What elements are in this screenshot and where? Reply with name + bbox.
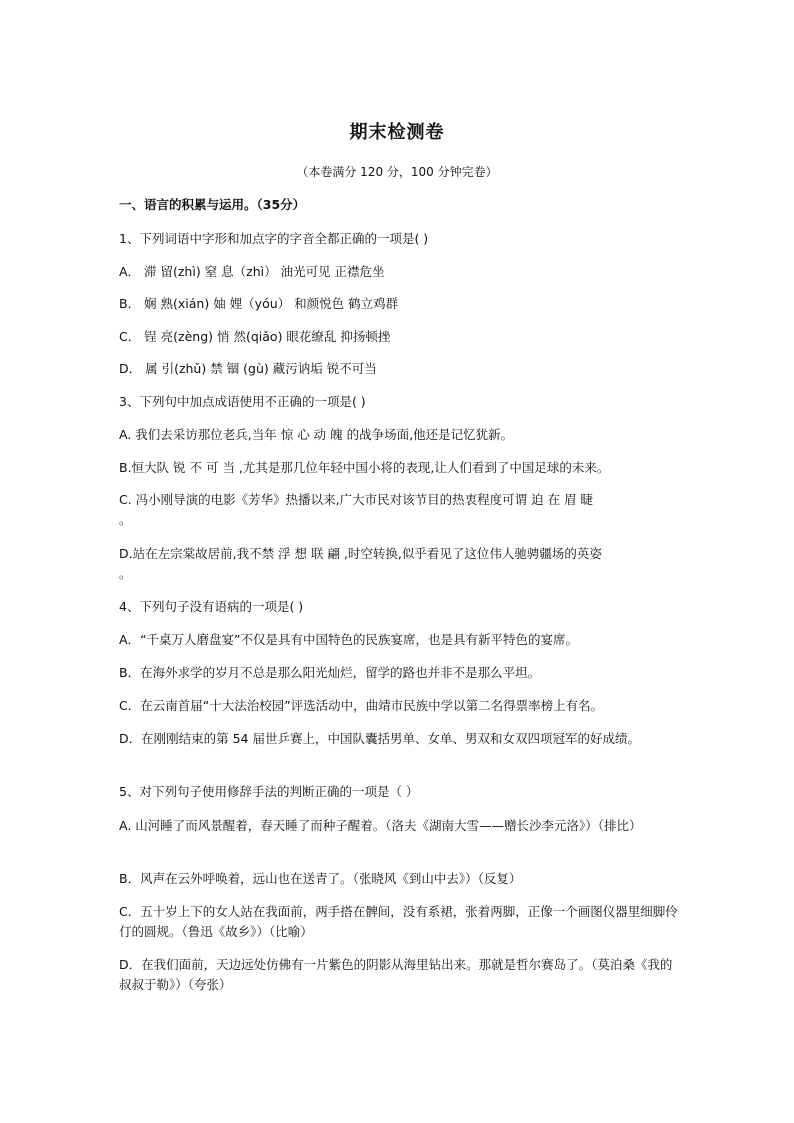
option-4d: D．在刚刚结束的第 54 届世乒赛上，中国队囊括男单、女单、男双和女双四项冠军的好成绩。	[119, 731, 640, 746]
option-1c: C． 锃 亮(zèng) 悄 然(qiǎo) 眼花缭乱 抑扬顿挫	[119, 329, 391, 344]
page-title: 期末检测卷	[349, 122, 445, 143]
option-3d-end: 。	[119, 566, 132, 581]
option-3d: D.站在左宗棠故居前,我不禁 浮 想 联 翩 ,时空转换,似乎看见了这位伟人驰骋疆场的英姿	[119, 546, 602, 561]
option-5c: C．五十岁上下的女人站在我面前，两手搭在髀间，没有系裙，张着两脚，正像一个画图仪器里细脚伶仃的圆规。（鲁迅《故乡》）（比喻）	[119, 904, 678, 939]
question-3: 3、下列句中加点成语使用不正确的一项是( )	[119, 394, 366, 409]
section-heading: 一、语言的积累与运用。（35分）	[119, 197, 306, 212]
option-3a: A. 我们去采访那位老兵,当年 惊 心 动 魄 的战争场面,他还是记忆犹新。	[119, 427, 514, 442]
option-3c: C. 冯小刚导演的电影《芳华》热播以来,广大市民对该节目的热衷程度可谓 迫 在 眉 睫	[119, 492, 594, 507]
question-4: 4、下列句子没有语病的一项是( )	[119, 599, 304, 614]
option-4c: C．在云南首届“十大法治校园”评选活动中，曲靖市民族中学以第二名得票率榜上有名。	[119, 698, 604, 713]
option-1a: A． 滞 留(zhì) 窒 息（zhì） 油光可见 正襟危坐	[119, 264, 385, 279]
option-5a: A. 山河睡了而风景醒着，春天睡了而种子醒着。（洛夫《湖南大雪——赠长沙李元洛》）（排比）	[119, 818, 642, 833]
option-5b: B．风声在云外呼唤着，远山也在送青了。（张晓风《到山中去》）（反复）	[119, 871, 522, 886]
option-5d: D．在我们面前，天边远处仿佛有一片紫色的阴影从海里钻出来。那就是哲尔赛岛了。（莫泊桑《我的叔叔于勒》）（夸张）	[119, 957, 673, 992]
option-1b: B． 娴 熟(xián) 妯 娌（yóu） 和颜悦色 鹤立鸡群	[119, 296, 399, 311]
exam-info: （本卷满分 120 分，100 分钟完卷）	[296, 165, 498, 179]
question-1: 1、下列词语中字形和加点字的字音全都正确的一项是( )	[119, 231, 429, 246]
option-1d: D． 属 引(zhǔ) 禁 锢 (gù) 藏污讷垢 锐不可当	[119, 361, 377, 376]
question-5: 5、对下列句子使用修辞手法的判断正确的一项是（ ）	[119, 784, 419, 799]
option-4b: B．在海外求学的岁月不总是那么阳光灿烂，留学的路也并非不是那么平坦。	[119, 665, 541, 680]
option-3b: B.恒大队 锐 不 可 当 ,尤其是那几位年轻中国小将的表现,让人们看到了中国足球的未来。	[119, 460, 610, 475]
option-3c-end: 。	[119, 512, 132, 527]
option-4a: A．“千桌万人磨盘宴”不仅是具有中国特色的民族宴席，也是具有新平特色的宴席。	[119, 632, 579, 647]
